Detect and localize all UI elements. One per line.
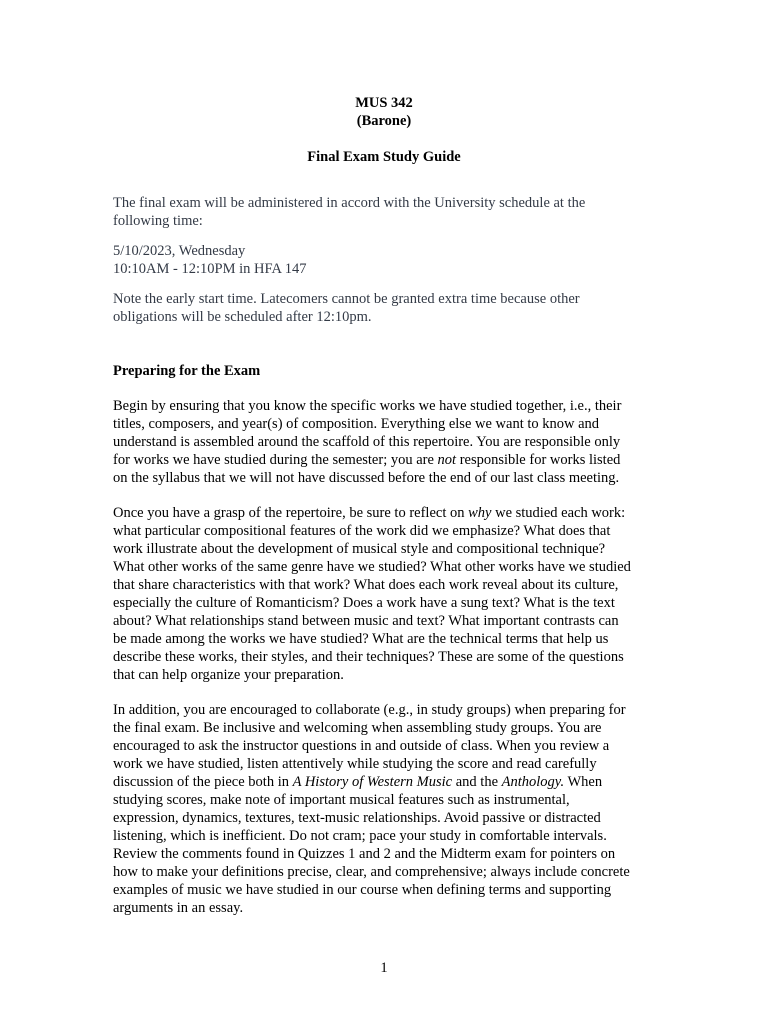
- paragraph-line: how to make your definitions precise, clear, and comprehensive; always include concrete: [113, 864, 630, 880]
- intro-line: The final exam will be administered in accord with the University schedule at the: [113, 195, 586, 211]
- paragraph-line: especially the culture of Romanticism? Does a work have a sung text? What is the text: [113, 595, 615, 611]
- paragraph-reflection: [113, 504, 653, 684]
- paragraph-line: [113, 504, 653, 522]
- paragraph-line: the final exam. Be inclusive and welcoming when assembling study groups. You are: [113, 720, 602, 736]
- paragraph-line: understand is assembled around the scaffold of this repertoire. You are responsible only: [113, 434, 621, 450]
- course-code: MUS 342: [355, 95, 413, 111]
- paragraph-line: listening, which is inefficient. Do not cram; pace your study in comfortable intervals.: [113, 828, 607, 844]
- paragraph-line: Review the comments found in Quizzes 1 and 2 and the Midterm exam for pointers on: [113, 846, 616, 862]
- paragraph-line: In addition, you are encouraged to collaborate (e.g., in study groups) when preparing for: [113, 702, 626, 718]
- document-title: Final Exam Study Guide: [307, 149, 461, 165]
- paragraph-line: that can help organize your preparation.: [113, 667, 344, 683]
- paragraph-line: that share characteristics with that work? What does each work reveal about its culture,: [113, 577, 619, 593]
- emphasis-not: not: [437, 452, 457, 468]
- paragraph-line: [113, 451, 653, 469]
- paragraph-line: on the syllabus that we will not have discussed before the end of our last class meeting.: [113, 470, 620, 486]
- paragraph-line: arguments in an essay.: [113, 900, 244, 916]
- exam-time-block: [113, 242, 653, 278]
- intro-paragraph: [113, 194, 653, 230]
- text-run: and the: [452, 774, 502, 790]
- paragraph-line: about? What relationships stand between music and text? What important contrasts can: [113, 613, 619, 629]
- text-run: for works we have studied during the semester; you are: [113, 452, 438, 468]
- note-line: Note the early start time. Latecomers cannot be granted extra time because other: [113, 291, 580, 307]
- note-line: obligations will be scheduled after 12:10pm.: [113, 309, 372, 325]
- paragraph-line: what particular compositional features of the work did we emphasize? What does that: [113, 523, 611, 539]
- paragraph-line: titles, composers, and year(s) of composition. Everything else we want to know and: [113, 416, 600, 432]
- paragraph-line: work we have studied, listen attentively while studying the score and read carefully: [113, 756, 597, 772]
- paragraph-line: be made among the works we have studied? What are the technical terms that help us: [113, 631, 609, 647]
- paragraph-line: What other works of the same genre have we studied? What other works have we studied: [113, 559, 631, 575]
- exam-time-location: 10:10AM - 12:10PM in HFA 147: [113, 261, 307, 277]
- book-title-anthology: Anthology.: [501, 774, 565, 790]
- text-run: discussion of the piece both in: [113, 774, 293, 790]
- instructor-name: (Barone): [356, 113, 412, 129]
- paragraph-repertoire: [113, 397, 653, 487]
- text-run: responsible for works listed: [456, 452, 621, 468]
- paragraph-line: Begin by ensuring that you know the specific works we have studied together, i.e., their: [113, 398, 622, 414]
- text-run: Once you have a grasp of the repertoire, be sure to reflect on: [113, 505, 469, 521]
- book-title-history: A History of Western Music: [292, 774, 453, 790]
- paragraph-line: studying scores, make note of important musical features such as instrumental,: [113, 792, 570, 808]
- intro-line: following time:: [113, 213, 203, 229]
- paragraph-line: examples of music we have studied in our course when defining terms and supporting: [113, 882, 612, 898]
- text-run: When: [564, 774, 603, 790]
- text-run: we studied each work:: [491, 505, 626, 521]
- paragraph-line: describe these works, their styles, and their techniques? These are some of the questions: [113, 649, 624, 665]
- paragraph-line: expression, dynamics, textures, text-music relationships. Avoid passive or distracted: [113, 810, 601, 826]
- paragraph-line: work illustrate about the development of musical style and compositional technique?: [113, 541, 606, 557]
- section-heading-preparing: Preparing for the Exam: [113, 363, 261, 379]
- paragraph-collaboration: [113, 701, 653, 917]
- paragraph-line: [113, 773, 653, 791]
- note-paragraph: [113, 290, 653, 326]
- exam-date: 5/10/2023, Wednesday: [113, 243, 246, 259]
- emphasis-why: why: [468, 505, 492, 521]
- page-number: 1: [380, 960, 388, 976]
- paragraph-line: encouraged to ask the instructor questions in and outside of class. When you review a: [113, 738, 610, 754]
